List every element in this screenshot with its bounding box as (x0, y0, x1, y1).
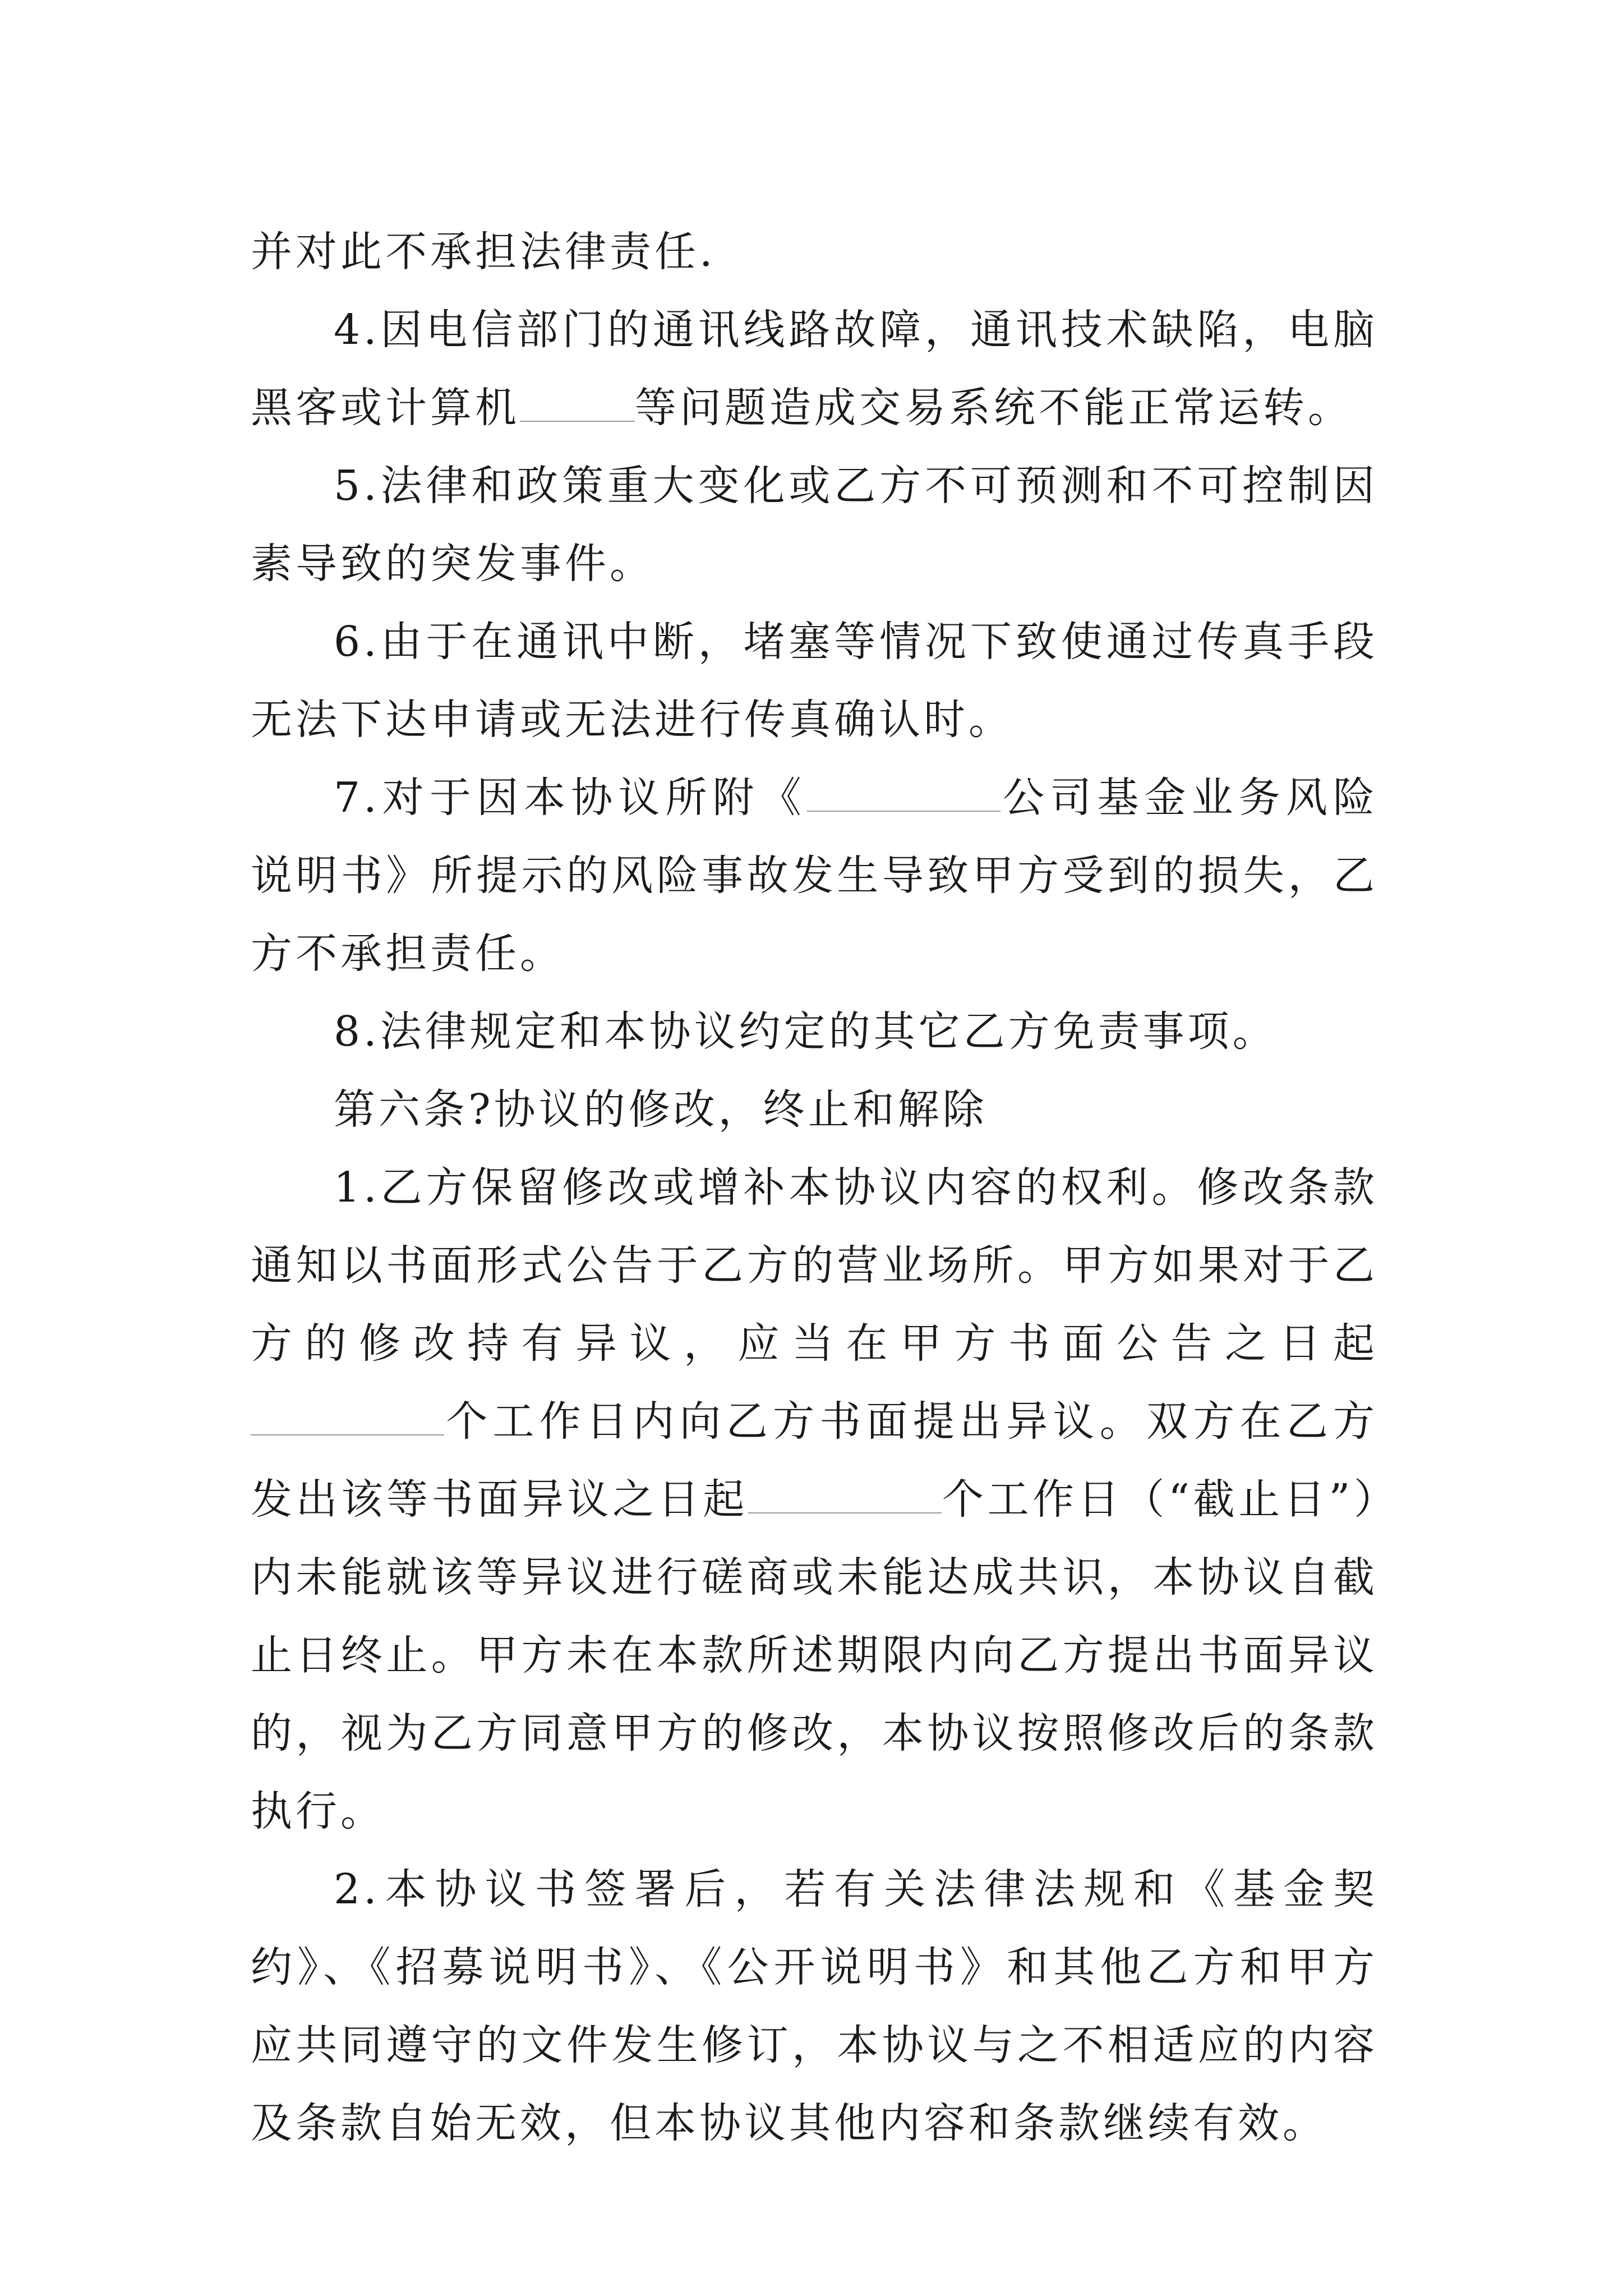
paragraph-text: 7.对于因本协议所附《 (334, 774, 807, 822)
fill-in-blank (251, 1395, 444, 1435)
paragraph-text: 公司基金业务风险说明书》所提示的风险事故发生导致甲方受到的损失，乙方不承担责任。 (251, 774, 1378, 978)
paragraph-text: 6.由于在通讯中断，堵塞等情况下致使通过传真手段无法下达申请或无法进行传真确认时。 (251, 618, 1378, 744)
paragraph-text: 4.因电信部门的通讯线路故障，通讯技术缺陷，电脑黑客或计算机 (251, 306, 1378, 432)
paragraph-continuation (251, 213, 1378, 291)
fill-in-blank (748, 1473, 942, 1513)
document-page (251, 213, 1378, 2162)
section-heading-text: 第六条?协议的修改，终止和解除 (334, 1085, 988, 1134)
paragraph-text: 个工作日内向乙方书面提出异议。双方在乙方发出该等书面异议之日起 (251, 1397, 1378, 1524)
paragraph-text: 并对此不承担法律责任. (251, 228, 716, 276)
paragraph-item-7 (251, 759, 1378, 993)
paragraph-item-8 (251, 993, 1378, 1071)
paragraph-clause-1 (251, 1149, 1378, 1851)
paragraph-item-4 (251, 291, 1378, 447)
paragraph-text: 5.法律和政策重大变化或乙方不可预测和不可控制因素导致的突发事件。 (251, 462, 1378, 588)
paragraph-text: 8.法律规定和本协议约定的其它乙方免责事项。 (334, 1007, 1278, 1056)
paragraph-item-6 (251, 603, 1378, 759)
fill-in-blank (807, 771, 1000, 812)
paragraph-text: 1.乙方保留修改或增补本协议内容的权利。修改条款通知以书面形式公告于乙方的营业场所。甲方如果对于乙方的修改持有异议，应当在甲方书面公告之日起 (251, 1163, 1378, 1368)
paragraph-item-5 (251, 447, 1378, 603)
paragraph-text: 2.本协议书签署后，若有关法律法规和《基金契约》、《招募说明书》、《公开说明书》和其他乙方和甲方应共同遵守的文件发生修订，本协议与之不相适应的内容及条款自始无效，但本协议其他内容和条款继续有效。 (251, 1865, 1378, 2147)
paragraph-text: 个工作日（“截止日”）内未能就该等异议进行磋商或未能达成共识，本协议自截止日终止。甲方未在本款所述期限内向乙方提出书面异议的，视为乙方同意甲方的修改，本协议按照修改后的条款执行。 (251, 1475, 1378, 1835)
section-heading-article-6 (251, 1071, 1378, 1149)
paragraph-text: 等问题造成交易系统不能正常运转。 (635, 384, 1353, 432)
paragraph-clause-2 (251, 1851, 1378, 2162)
fill-in-blank (520, 381, 635, 422)
